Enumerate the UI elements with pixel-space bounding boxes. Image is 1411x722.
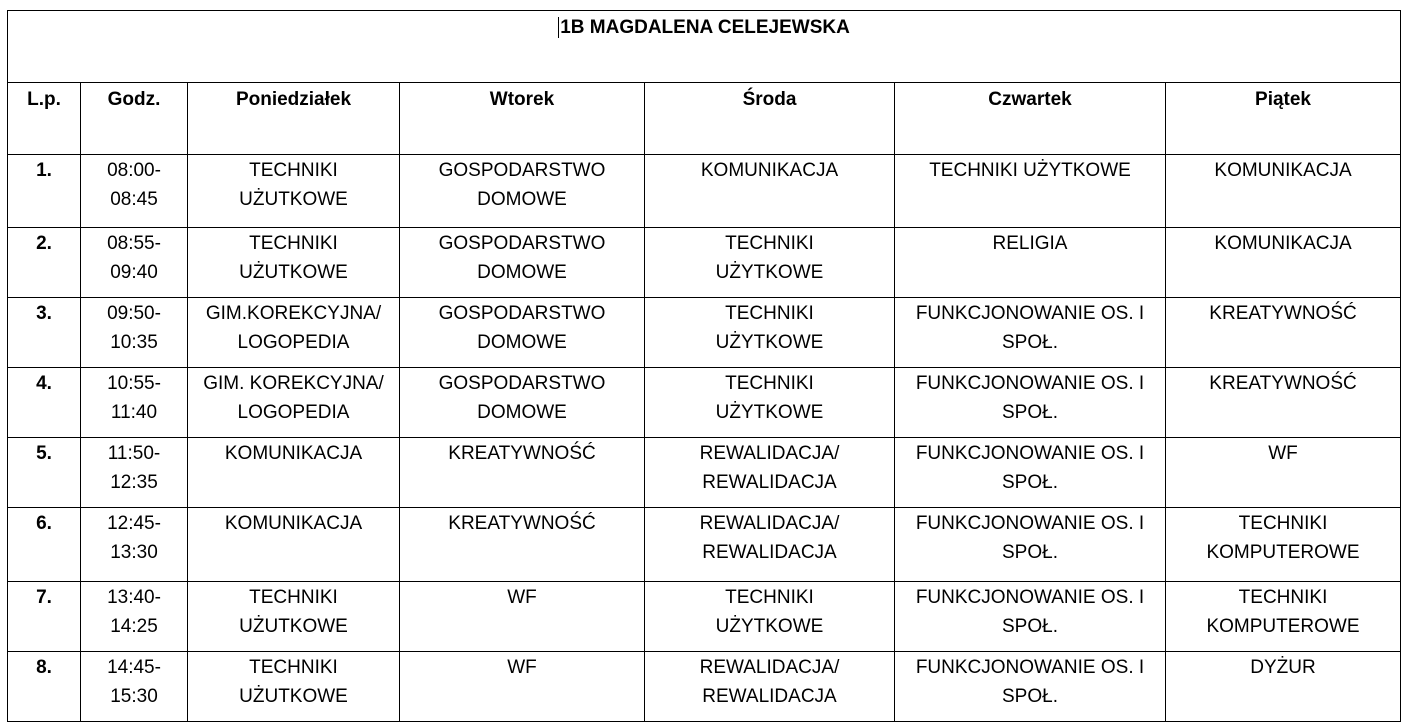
subject-text-line: FUNKCJONOWANIE OS. I	[915, 373, 1145, 394]
subject-text-line: FUNKCJONOWANIE OS. I	[915, 513, 1145, 534]
table-row	[8, 228, 1401, 298]
subject-text-line: DOMOWE	[477, 262, 567, 283]
subject-cell-tuesday	[400, 298, 645, 368]
lesson-time-line: 15:30	[110, 686, 158, 707]
subject-text-line: SPOŁ.	[1002, 616, 1058, 637]
subject-text-line: KOMUNIKACJA	[224, 513, 363, 534]
subject-text-line: REWALIDACJA/	[699, 657, 840, 678]
subject-cell-tuesday	[400, 368, 645, 438]
subject-text-line: UŻYTKOWE	[715, 616, 824, 637]
subject-text-line: TECHNIKI UŻYTKOWE	[929, 160, 1131, 181]
header-wednesday: Środa	[645, 83, 895, 155]
subject-text-line: GOSPODARSTWO	[438, 233, 606, 254]
lesson-number: 8.	[8, 652, 81, 722]
subject-text-line: DOMOWE	[477, 332, 567, 353]
timetable-title	[8, 11, 1401, 83]
header-time: Godz.	[81, 83, 188, 155]
subject-cell-monday	[188, 228, 400, 298]
subject-text-line: TECHNIKI	[249, 587, 338, 608]
subject-text-line: SPOŁ.	[1002, 542, 1058, 563]
table-row	[8, 582, 1401, 652]
subject-text-line: TECHNIKI	[725, 303, 814, 324]
subject-text-line: DOMOWE	[477, 402, 567, 423]
subject-text-line: SPOŁ.	[1002, 402, 1058, 423]
lesson-time	[81, 652, 188, 722]
header-thursday: Czwartek	[895, 83, 1166, 155]
subject-cell-thursday	[895, 228, 1166, 298]
lesson-time	[81, 298, 188, 368]
lesson-time	[81, 368, 188, 438]
table-row	[8, 368, 1401, 438]
lesson-number: 1.	[8, 155, 81, 228]
subject-text-line: KREATYWNOŚĆ	[448, 443, 596, 464]
subject-text-line: GIM. KOREKCYJNA/	[203, 373, 384, 394]
subject-text-line: FUNKCJONOWANIE OS. I	[915, 657, 1145, 678]
subject-text-line: WF	[507, 657, 537, 678]
subject-cell-thursday	[895, 438, 1166, 508]
subject-text-line: UŻYTKOWE	[715, 402, 824, 423]
header-tuesday: Wtorek	[400, 83, 645, 155]
subject-text-line: RELIGIA	[992, 233, 1068, 254]
subject-text-line: GOSPODARSTWO	[438, 373, 606, 394]
table-row	[8, 508, 1401, 582]
subject-text-line: FUNKCJONOWANIE OS. I	[915, 443, 1145, 464]
subject-text-line: SPOŁ.	[1002, 686, 1058, 707]
subject-cell-monday	[188, 582, 400, 652]
subject-text-line: LOGOPEDIA	[237, 402, 350, 423]
subject-text-line: WF	[1268, 443, 1298, 464]
lesson-time-line: 09:40	[110, 262, 158, 283]
subject-text-line: DYŻUR	[1250, 657, 1316, 678]
lesson-time-line: 12:45-	[107, 513, 161, 534]
lesson-time-line: 14:45-	[107, 657, 161, 678]
timetable	[7, 10, 1401, 722]
subject-text-line: UŻUTKOWE	[239, 686, 348, 707]
subject-cell-tuesday	[400, 155, 645, 228]
subject-text-line: KREATYWNOŚĆ	[1209, 373, 1357, 394]
lesson-time-line: 14:25	[110, 616, 158, 637]
subject-text-line: TECHNIKI	[1238, 587, 1328, 608]
subject-text-line: KREATYWNOŚĆ	[448, 513, 596, 534]
subject-cell-tuesday	[400, 508, 645, 582]
subject-text-line: UŻUTKOWE	[239, 262, 348, 283]
lesson-time	[81, 582, 188, 652]
subject-cell-thursday	[895, 582, 1166, 652]
subject-text-line: TECHNIKI	[249, 160, 338, 181]
subject-text-line: GOSPODARSTWO	[438, 160, 606, 181]
subject-text-line: TECHNIKI	[725, 233, 814, 254]
subject-cell-wednesday	[645, 652, 895, 722]
subject-text-line: UŻUTKOWE	[239, 616, 348, 637]
lesson-time-line: 08:55-	[107, 233, 161, 254]
subject-cell-monday	[188, 438, 400, 508]
subject-cell-wednesday	[645, 582, 895, 652]
subject-text-line: KOMUNIKACJA	[700, 160, 839, 181]
table-row	[8, 298, 1401, 368]
header-monday: Poniedziałek	[188, 83, 400, 155]
subject-text-line: GOSPODARSTWO	[438, 303, 606, 324]
subject-cell-wednesday	[645, 228, 895, 298]
subject-cell-monday	[188, 298, 400, 368]
subject-text-line: SPOŁ.	[1002, 332, 1058, 353]
subject-text-line: REWALIDACJA	[702, 542, 837, 563]
subject-cell-thursday	[895, 368, 1166, 438]
lesson-time	[81, 508, 188, 582]
subject-cell-monday	[188, 652, 400, 722]
subject-text-line: TECHNIKI	[249, 233, 338, 254]
subject-text-line: REWALIDACJA	[702, 472, 837, 493]
subject-cell-monday	[188, 368, 400, 438]
subject-text-line: REWALIDACJA	[702, 686, 837, 707]
title-text: 1B MAGDALENA CELEJEWSKA	[560, 17, 850, 38]
lesson-number: 6.	[8, 508, 81, 582]
subject-cell-monday	[188, 155, 400, 228]
table-row	[8, 155, 1401, 228]
subject-text-line: REWALIDACJA/	[699, 513, 840, 534]
lesson-time-line: 10:35	[110, 332, 158, 353]
header-lp: L.p.	[8, 83, 81, 155]
lesson-time	[81, 155, 188, 228]
subject-cell-friday	[1166, 508, 1401, 582]
subject-cell-wednesday	[645, 438, 895, 508]
subject-text-line: KOMPUTEROWE	[1206, 616, 1360, 637]
lesson-number: 3.	[8, 298, 81, 368]
lesson-time-line: 08:00-	[107, 160, 161, 181]
subject-cell-friday	[1166, 652, 1401, 722]
subject-cell-wednesday	[645, 298, 895, 368]
subject-cell-thursday	[895, 652, 1166, 722]
subject-text-line: UŻUTKOWE	[239, 189, 348, 210]
lesson-number: 5.	[8, 438, 81, 508]
table-row	[8, 438, 1401, 508]
subject-cell-tuesday	[400, 652, 645, 722]
subject-cell-wednesday	[645, 368, 895, 438]
lesson-time-line: 12:35	[110, 472, 158, 493]
subject-cell-wednesday	[645, 508, 895, 582]
subject-text-line: KOMUNIKACJA	[224, 443, 363, 464]
subject-text-line: TECHNIKI	[1238, 513, 1328, 534]
subject-cell-friday	[1166, 438, 1401, 508]
subject-text-line: DOMOWE	[477, 189, 567, 210]
lesson-time-line: 10:55-	[107, 373, 161, 394]
subject-text-line: LOGOPEDIA	[237, 332, 350, 353]
subject-text-line: KOMPUTEROWE	[1206, 542, 1360, 563]
subject-text-line: GIM.KOREKCYJNA/	[205, 303, 382, 324]
lesson-time-line: 13:40-	[107, 587, 161, 608]
subject-text-line: FUNKCJONOWANIE OS. I	[915, 303, 1145, 324]
subject-cell-thursday	[895, 298, 1166, 368]
subject-text-line: FUNKCJONOWANIE OS. I	[915, 587, 1145, 608]
subject-cell-tuesday	[400, 438, 645, 508]
table-row	[8, 652, 1401, 722]
subject-text-line: KOMUNIKACJA	[1214, 160, 1352, 181]
lesson-number: 7.	[8, 582, 81, 652]
subject-text-line: UŻYTKOWE	[715, 262, 824, 283]
subject-text-line: TECHNIKI	[725, 587, 814, 608]
header-friday: Piątek	[1166, 83, 1401, 155]
subject-text-line: TECHNIKI	[249, 657, 338, 678]
lesson-time-line: 11:40	[110, 402, 158, 423]
lesson-time-line: 11:50-	[107, 443, 161, 464]
subject-text-line: REWALIDACJA/	[699, 443, 840, 464]
subject-text-line: KOMUNIKACJA	[1214, 233, 1352, 254]
lesson-time-line: 09:50-	[107, 303, 161, 324]
subject-cell-friday	[1166, 582, 1401, 652]
subject-text-line: UŻYTKOWE	[715, 332, 824, 353]
subject-cell-friday	[1166, 228, 1401, 298]
subject-cell-thursday	[895, 508, 1166, 582]
subject-cell-tuesday	[400, 582, 645, 652]
subject-text-line: WF	[507, 587, 537, 608]
subject-cell-wednesday	[645, 155, 895, 228]
lesson-time-line: 08:45	[110, 189, 158, 210]
lesson-time	[81, 228, 188, 298]
subject-cell-friday	[1166, 298, 1401, 368]
subject-cell-tuesday	[400, 228, 645, 298]
lesson-time	[81, 438, 188, 508]
lesson-number: 2.	[8, 228, 81, 298]
subject-cell-friday	[1166, 368, 1401, 438]
subject-text-line: KREATYWNOŚĆ	[1209, 303, 1357, 324]
lesson-number: 4.	[8, 368, 81, 438]
subject-cell-monday	[188, 508, 400, 582]
subject-cell-friday	[1166, 155, 1401, 228]
lesson-time-line: 13:30	[110, 542, 158, 563]
subject-cell-thursday	[895, 155, 1166, 228]
subject-text-line: SPOŁ.	[1002, 472, 1058, 493]
subject-text-line: TECHNIKI	[725, 373, 814, 394]
